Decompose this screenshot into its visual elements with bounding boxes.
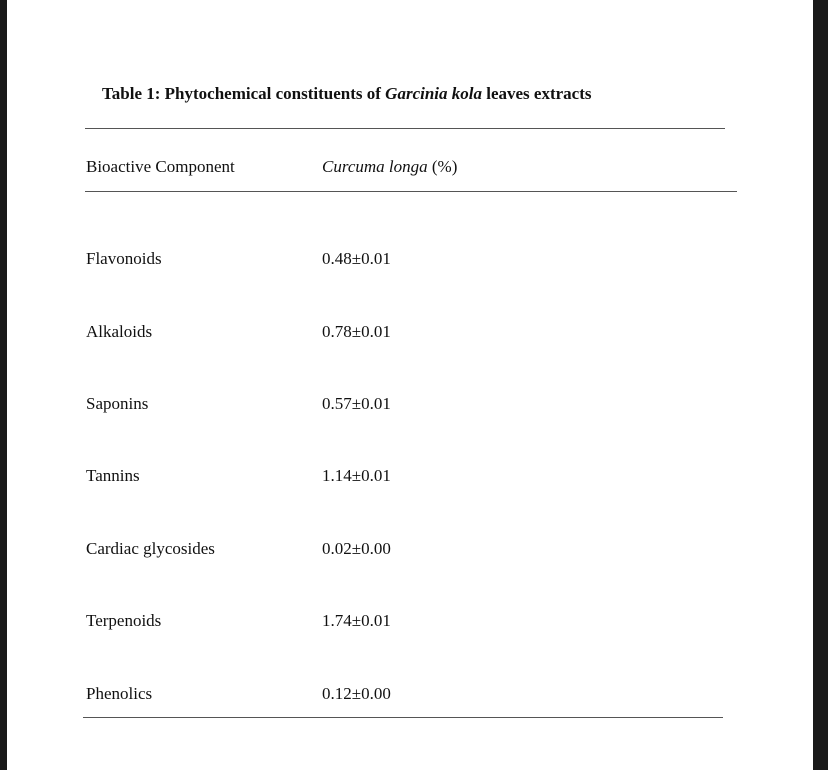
value-cell: 0.48±0.01 [322,249,391,268]
component-cell: Saponins [86,394,149,413]
table-row [7,539,813,563]
value-cell: 1.14±0.01 [322,466,391,485]
column-header-value [322,157,457,177]
component-cell: Alkaloids [86,322,153,341]
table-row [7,249,813,273]
column-header-species: Curcuma longa [322,157,428,176]
table-title-species: Garcinia kola [385,84,482,103]
column-header-unit: (%) [427,157,458,176]
table-row [7,322,813,346]
component-cell: Cardiac glycosides [86,539,215,558]
component-cell: Tannins [86,466,140,485]
component-cell: Phenolics [86,684,153,703]
table-title-suffix: leaves extracts [481,84,592,103]
value-cell: 0.78±0.01 [322,322,391,341]
table-title-prefix: Table 1: Phytochemical constituents of [102,84,386,103]
component-cell: Flavonoids [86,249,162,268]
table-title [102,84,592,104]
table-top-rule [85,128,725,129]
value-cell: 1.74±0.01 [322,611,391,630]
table-row [7,611,813,635]
column-header-component: Bioactive Component [86,157,235,176]
table-header-rule [85,191,737,192]
table-row [7,394,813,418]
table-row [7,684,813,708]
value-cell: 0.12±0.00 [322,684,391,703]
table-row [7,466,813,490]
value-cell: 0.02±0.00 [322,539,391,558]
component-cell: Terpenoids [86,611,162,630]
value-cell: 0.57±0.01 [322,394,391,413]
table-bottom-rule [83,717,723,718]
document-page [7,0,813,770]
